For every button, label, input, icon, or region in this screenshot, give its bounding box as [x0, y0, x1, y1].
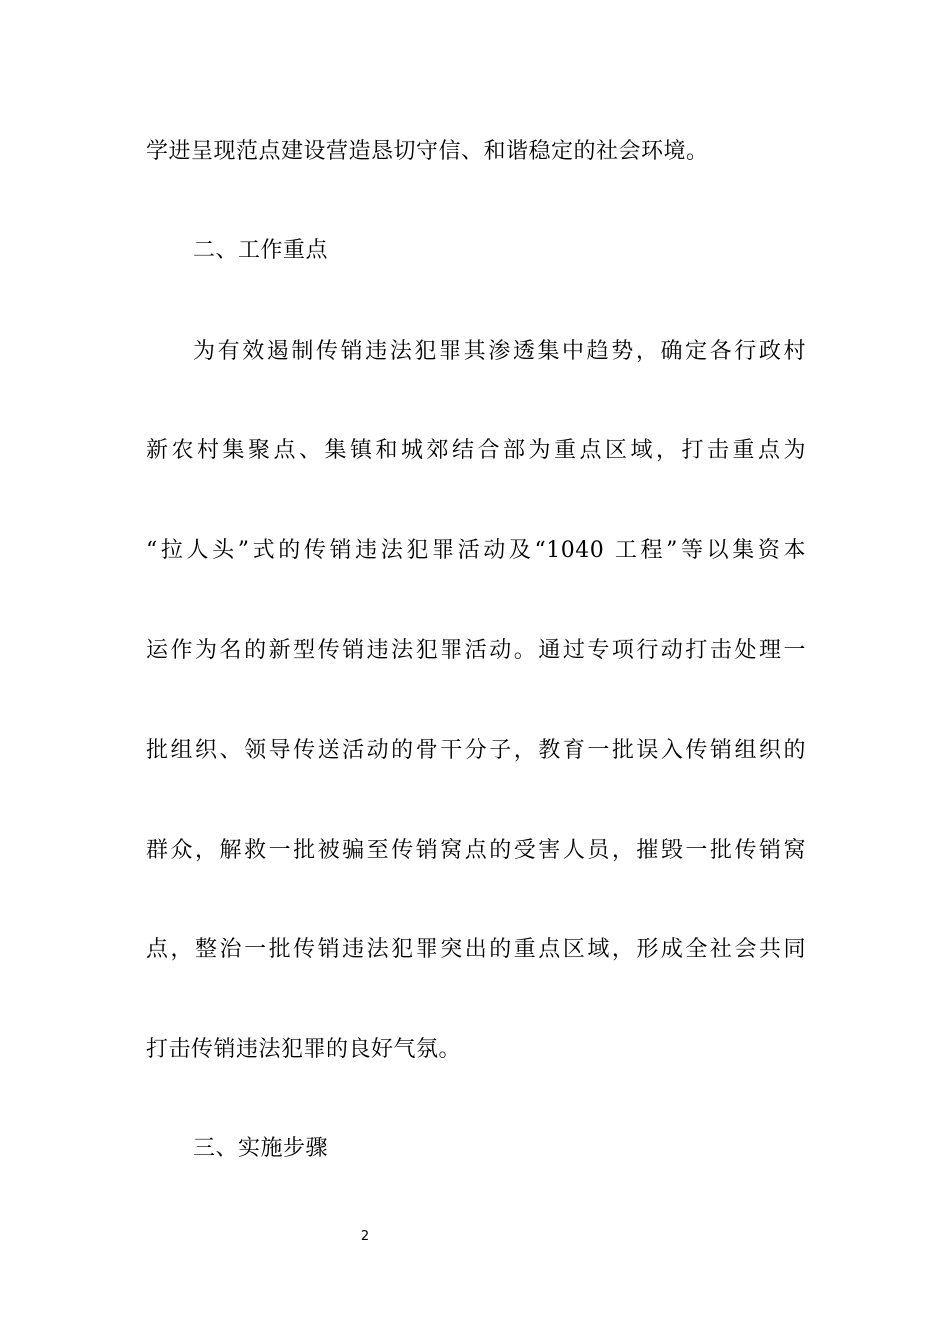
paragraph-line: 学进呈现范点建设营造恳切守信、和谐稳定的社会环境。: [146, 139, 709, 164]
paragraph-line: “拉人头”式的传销违法犯罪活动及“1040 工程”等以集资本: [146, 538, 806, 563]
section-heading-implementation-steps: 三、实施步骤: [193, 1136, 329, 1161]
paragraph-line: 为有效遏制传销违法犯罪其渗透集中趋势，确定各行政村: [193, 339, 806, 364]
paragraph-line: 批组织、领导传送活动的骨干分子，教育一批误入传销组织的: [146, 738, 806, 763]
section-heading-work-focus: 二、工作重点: [193, 238, 329, 263]
paragraph-line: 运作为名的新型传销违法犯罪活动。通过专项行动打击处理一: [146, 638, 806, 663]
page-number: 2: [360, 1229, 370, 1244]
paragraph-line: 点，整治一批传销违法犯罪突出的重点区域，形成全社会共同: [146, 937, 806, 962]
paragraph-line: 新农村集聚点、集镇和城郊结合部为重点区域，打击重点为: [146, 438, 806, 463]
paragraph-line: 群众，解救一批被骗至传销窝点的受害人员，摧毁一批传销窝: [146, 838, 806, 863]
paragraph-line: 打击传销违法犯罪的良好气氛。: [146, 1037, 462, 1062]
